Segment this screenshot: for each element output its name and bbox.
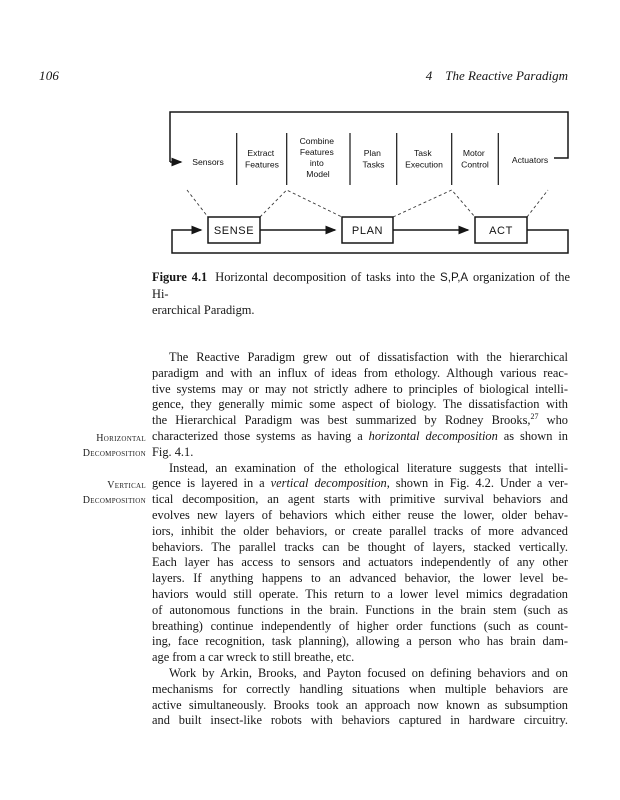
- stage-label-motor-control: Motor Control: [461, 148, 489, 170]
- text-line: age from a car wreck to still breathe, etc.: [152, 650, 355, 665]
- body-text-column: [152, 350, 568, 729]
- text-line: gence, they generally mimic some aspect of biology. The dissatisfaction with: [152, 397, 568, 412]
- text-line: breathing) continue independently of higher order functions (such as count-: [152, 618, 568, 633]
- text-line: and built insect-like robots with behaviors captured in hardware circuitry.: [152, 713, 568, 728]
- page-number: 106: [39, 68, 60, 83]
- stage-labels: [192, 136, 548, 179]
- margin-note-horizontal-decomposition: [38, 431, 146, 461]
- paragraph: [152, 666, 568, 729]
- margin-note-line: Horizontal: [96, 433, 146, 444]
- text-line: evolves new layers of behaviors which either reuse the lower, older behav-: [152, 507, 568, 522]
- text-line: the Hierarchical Paradigm was best summarized by Rodney Brooks,$^{27}$ who: [152, 412, 569, 428]
- figure-4-1-diagram: [150, 98, 580, 260]
- text-line: ing, face recognition, task planning), allowing a person who has brain dam-: [152, 634, 568, 649]
- sense-box-label: SENSE: [213, 225, 255, 237]
- text-line: Work by Arkin, Brooks, and Payton focused on defining behaviors and on: [169, 665, 568, 680]
- text-line: of autonomous functions in the brain. Functions in the brain stem (such as: [152, 602, 568, 617]
- plan-box-label: PLAN: [351, 225, 384, 237]
- text-line: layers. If anything happens to an advanced behavior, the lower level be-: [152, 571, 568, 586]
- text-line: The Reactive Paradigm grew out of dissatisfaction with the hierarchical: [169, 350, 568, 364]
- text-line: Instead, an examination of the ethological literature suggests that intelli-: [169, 460, 568, 475]
- margin-note-line: Decomposition: [82, 448, 146, 460]
- figure-caption: [152, 269, 570, 318]
- margin-note-vertical-decomposition: [38, 478, 146, 508]
- text-line: Fig. 4.1.: [152, 444, 194, 459]
- running-header: [426, 68, 568, 84]
- spa-boxes: [208, 217, 527, 243]
- text-line: Figure 4.1 Horizontal decomposition of tasks into the S,P,A organization of the Hi-: [152, 270, 570, 301]
- paragraph: [152, 350, 568, 461]
- text-line: erarchical Paradigm.: [152, 303, 255, 317]
- text-line: characterized those systems as having a horizontal decomposition as shown in: [152, 428, 568, 443]
- text-line: mechanisms for correctly handling situations when multiple behaviors are: [152, 681, 568, 696]
- paragraph: [152, 461, 568, 666]
- text-line: iors, inhibit the older behaviors, or create parallel tracks of more advanced: [152, 523, 568, 538]
- margin-note-line: Decomposition: [82, 495, 146, 507]
- text-line: behaviors. The parallel tracks can be thought of layers, stacked vertically.: [152, 539, 568, 554]
- text-line: haviors would still operate. This return to a lower level mimics degradation: [152, 586, 568, 601]
- stage-label-actuators: Actuators: [511, 155, 549, 165]
- text-line: tical decomposition, an agent starts with primitive survival behaviors and: [152, 492, 568, 507]
- stage-label-combine-features: Combine Features into Model: [299, 136, 335, 179]
- stage-label-task-execution: Task Execution: [405, 148, 443, 170]
- text-line: paradigm and with an influx of ideas from ethology. Although various reac-: [152, 365, 568, 380]
- chapter-number: 4: [425, 68, 433, 83]
- chapter-title: The Reactive Paradigm: [445, 68, 568, 83]
- act-box-label: ACT: [489, 225, 513, 237]
- stage-label-sensors: Sensors: [192, 157, 224, 167]
- decomposition-mapping-dashes: [187, 190, 548, 217]
- text-line: active simultaneously. Brooks took an approach now known as subsumption: [152, 697, 568, 712]
- stage-label-plan-tasks: Plan Tasks: [362, 148, 385, 170]
- text-line: tive systems may or may not strictly adhere to principles of biological intelli-: [152, 381, 568, 396]
- text-line: gence is layered in a vertical decomposition, shown in Fig. 4.2. Under a ver-: [152, 476, 568, 491]
- margin-note-line: Vertical: [107, 480, 146, 491]
- text-line: Each layer has access to sensors and actuators independently of any other: [152, 555, 568, 570]
- stage-label-extract-features: Extract Features: [245, 148, 279, 170]
